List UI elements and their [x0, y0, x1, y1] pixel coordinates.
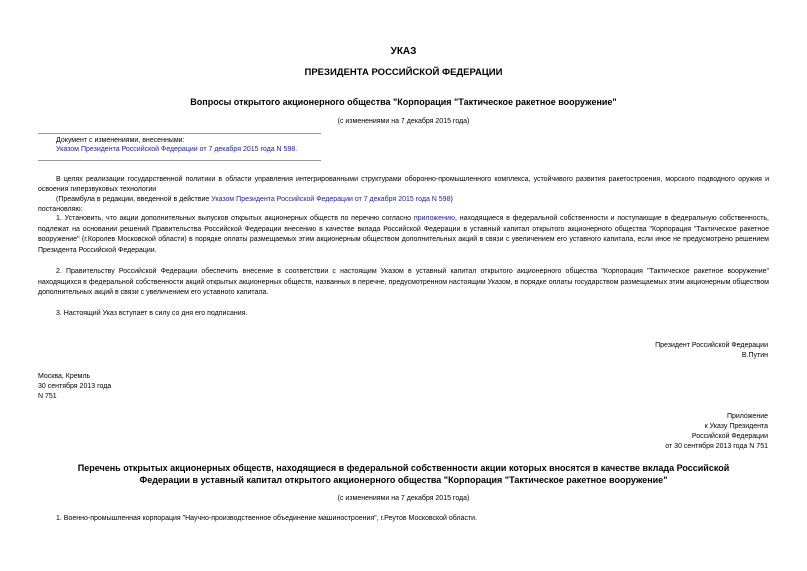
decree-word: постановляю:: [38, 206, 83, 213]
paragraph-1-before: 1. Установить, что акции дополнительных выпусков открытых акционерных обществ по перечню согласно: [56, 215, 414, 222]
appendix-line-4: от 30 сентября 2013 года N 751: [665, 443, 768, 450]
changes-box-label: Документ с изменениями, внесенными:: [56, 137, 185, 144]
document-title: Вопросы открытого акционерного общества "Корпорация "Тактическое ракетное вооружение": [190, 97, 617, 107]
changes-box-link[interactable]: Указом Президента Российской Федерации от 7 декабря 2015 года N 598.: [56, 146, 298, 153]
paragraph-1-after: , находящиеся в федеральной собственности и поступающие в федеральную собственность, подлежат на основании решений Правительства Российской Федерации внесению в качестве вклада Российской Федерации в уставный капитал открытого акционерного общества "Корпорация "Тактическое ракетное вооружение" (г.Королев Московской области) в порядке оплаты размещаемых этим акционерным обществом дополнительных акций в связи с увеличением его уставного капитала, если иное не предусмотрено решением Президента Российской Федерации.: [38, 215, 769, 254]
place: Москва, Кремль: [38, 373, 91, 380]
preamble-note-after: ): [450, 196, 453, 203]
list-changes-note: (с изменениями на 7 декабря 2015 года): [337, 495, 470, 502]
signature-position: Президент Российской Федерации: [655, 342, 768, 349]
appendix-line-1: Приложение: [726, 413, 768, 420]
preamble: В целях реализации государственной политики в области управления интегрированными структурами оборонно-промышленного комплекса, устойчивого развития ракетостроения, морского подводного оружия и освоения гиперзвуковых технологии: [38, 176, 769, 193]
changes-box-top-rule: [38, 133, 321, 134]
preamble-note: [56, 195, 453, 205]
paragraph-3: 3. Настоящий Указ вступает в силу со дня его подписания.: [56, 310, 248, 317]
changes-note: (с изменениями на 7 декабря 2015 года): [337, 118, 470, 125]
appendix-line-2: к Указу Президента: [704, 423, 768, 430]
appendix-link[interactable]: приложению: [413, 215, 455, 222]
changes-box-bottom-rule: [38, 160, 321, 161]
list-title: Перечень открытых акционерных обществ, находящиеся в федеральной собственности акции которых вносятся в качестве вклада Российской Федерации в уставный капитал открытого акционерного общества "Корпорация "Тактическое ракетное вооружение": [77, 463, 730, 485]
president-heading: ПРЕЗИДЕНТА РОССИЙСКОЙ ФЕДЕРАЦИИ: [304, 67, 503, 78]
paragraph-1: [38, 214, 769, 256]
decree-number: N 751: [38, 393, 57, 400]
preamble-note-link[interactable]: Указом Президента Российской Федерации от 7 декабря 2015 года N 598: [211, 196, 451, 203]
list-item: 1. Военно-промышленная корпорация "Научно-производственное объединение машиностроения", г.Реутов Московской области.: [56, 515, 478, 522]
paragraph-2: 2. Правительству Российской Федерации обеспечить внесение в соответствии с настоящим Указом в уставный капитал открытого акционерного общества "Корпорация "Тактическое ракетное вооружение" находящихся в федеральной собственности акций открытых акционерных обществ, названных в перечне, предусмотренном настоящим Указом, в порядке оплаты государством размещаемых этим акционерным обществом дополнительных акций в связи с увеличением его уставного капитала.: [38, 268, 769, 296]
signature-name: В.Путин: [741, 352, 768, 359]
date: 30 сентября 2013 года: [38, 383, 112, 390]
preamble-note-before: (Преамбула в редакции, введенной в действие: [56, 196, 212, 203]
appendix-line-3: Российской Федерации: [691, 433, 768, 440]
decree-heading: УКАЗ: [390, 46, 417, 57]
